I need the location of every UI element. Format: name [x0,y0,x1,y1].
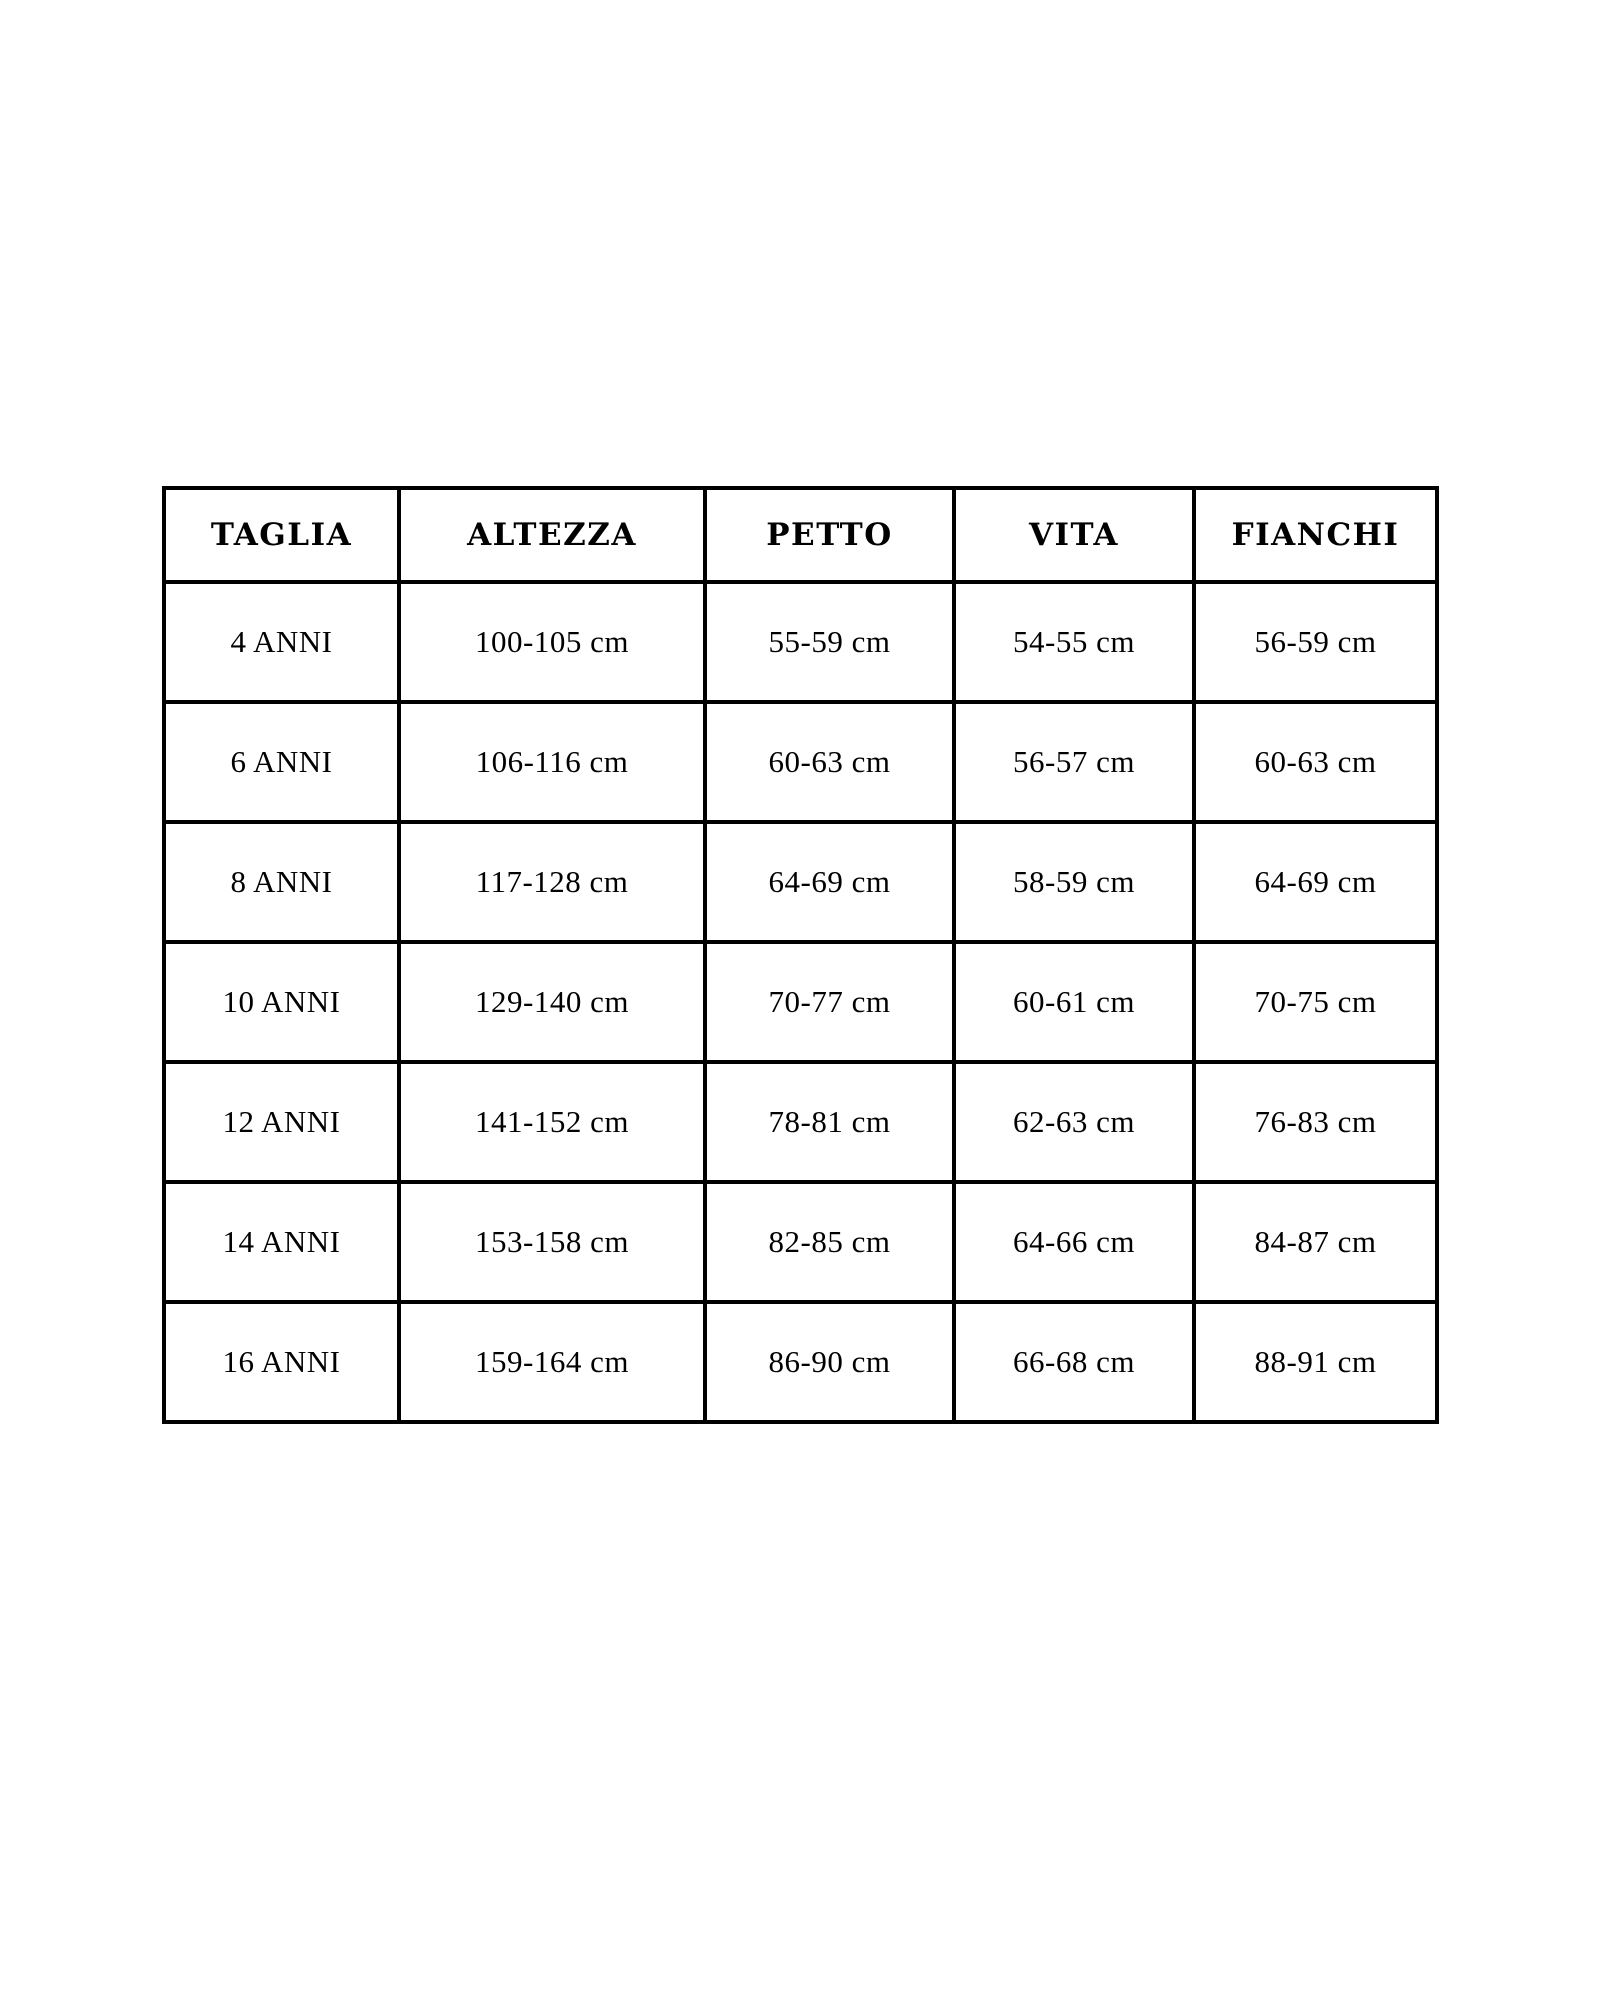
table-cell: 78-81 cm [705,1062,954,1182]
table-cell: 66-68 cm [954,1302,1194,1422]
table-cell: 64-66 cm [954,1182,1194,1302]
table-cell: 4 ANNI [164,582,399,702]
table-cell: 159-164 cm [399,1302,705,1422]
column-header: VITA [954,488,1194,582]
table-cell: 14 ANNI [164,1182,399,1302]
table-row [164,942,1437,1062]
table-cell: 16 ANNI [164,1302,399,1422]
table-cell: 86-90 cm [705,1302,954,1422]
table-cell: 60-63 cm [1194,702,1437,822]
table-cell: 70-75 cm [1194,942,1437,1062]
table-body [164,582,1437,1422]
table-cell: 55-59 cm [705,582,954,702]
table-cell: 84-87 cm [1194,1182,1437,1302]
table-cell: 76-83 cm [1194,1062,1437,1182]
size-chart-table [162,486,1439,1424]
table-cell: 10 ANNI [164,942,399,1062]
table-cell: 56-57 cm [954,702,1194,822]
table-row [164,822,1437,942]
table-cell: 70-77 cm [705,942,954,1062]
table-row [164,1062,1437,1182]
column-header: PETTO [705,488,954,582]
table-cell: 106-116 cm [399,702,705,822]
header-row [164,488,1437,582]
table-cell: 117-128 cm [399,822,705,942]
table-cell: 100-105 cm [399,582,705,702]
table-cell: 129-140 cm [399,942,705,1062]
column-header: ALTEZZA [399,488,705,582]
table-cell: 64-69 cm [705,822,954,942]
table-cell: 88-91 cm [1194,1302,1437,1422]
table-cell: 153-158 cm [399,1182,705,1302]
table-cell: 82-85 cm [705,1182,954,1302]
table-cell: 6 ANNI [164,702,399,822]
table-cell: 54-55 cm [954,582,1194,702]
table-cell: 58-59 cm [954,822,1194,942]
table-row [164,702,1437,822]
table-row [164,1302,1437,1422]
column-header: FIANCHI [1194,488,1437,582]
table-cell: 60-61 cm [954,942,1194,1062]
table-cell: 12 ANNI [164,1062,399,1182]
table-cell: 62-63 cm [954,1062,1194,1182]
table-cell: 56-59 cm [1194,582,1437,702]
column-header: TAGLIA [164,488,399,582]
table-cell: 64-69 cm [1194,822,1437,942]
table-row [164,582,1437,702]
table-cell: 141-152 cm [399,1062,705,1182]
table-row [164,1182,1437,1302]
table-cell: 8 ANNI [164,822,399,942]
table-cell: 60-63 cm [705,702,954,822]
